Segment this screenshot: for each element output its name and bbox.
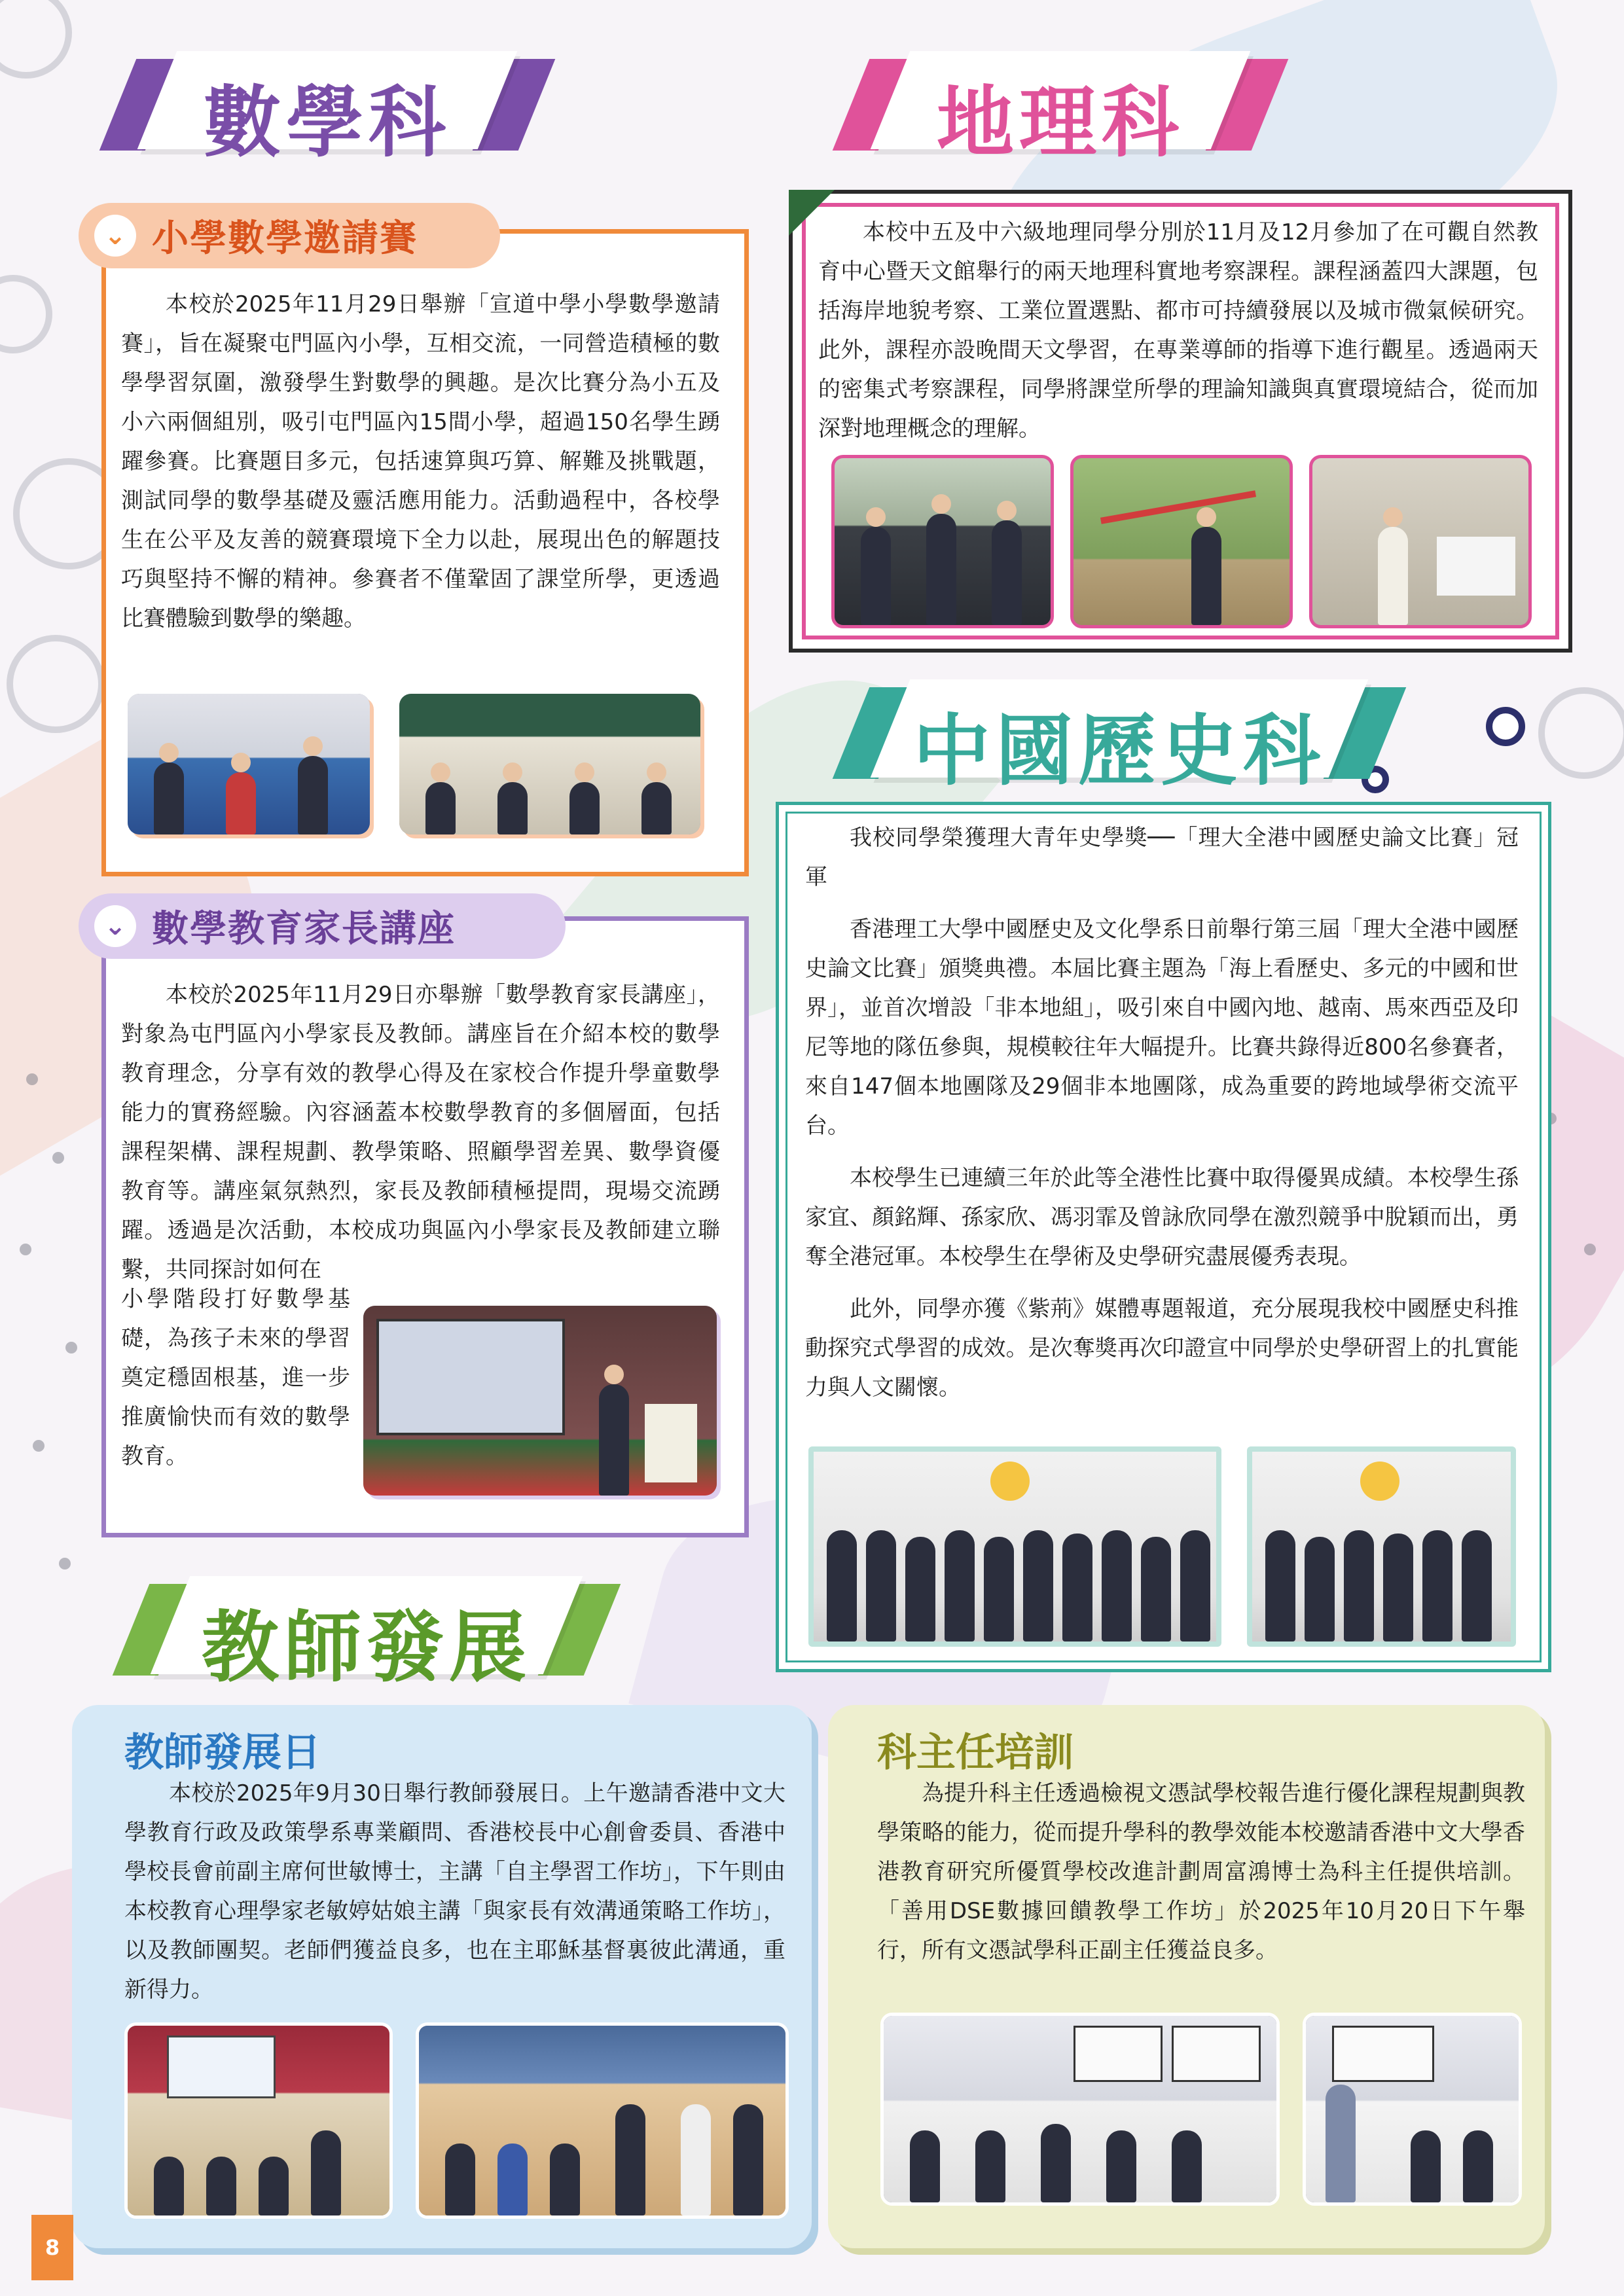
history-photo-1	[808, 1446, 1221, 1647]
teacher-day-title: 教師發展日	[124, 1730, 321, 1776]
head-training-photo-2	[1303, 2013, 1522, 2206]
geography-photo-2	[1070, 455, 1293, 628]
history-section-banner	[851, 674, 1388, 796]
math-parent-talk-heading: ⌄ 數學教育家長講座	[79, 893, 566, 959]
math-section-banner	[118, 46, 537, 168]
head-training-title: 科主任培訓	[877, 1730, 1074, 1776]
math-competition-heading: ⌄ 小學數學邀請賽	[79, 203, 500, 268]
geography-title: 地理科	[936, 77, 1184, 168]
teacher-title: 教師發展	[201, 1602, 532, 1693]
geography-text: 本校中五及中六級地理同學分別於11月及12月參加了在可觀自然教育中心暨天文館舉行的兩天地理科實地考察課程。課程涵蓋四大課題，包括海岸地貌考察、工業位置選點、都市可持續發展以及城市微氣候研究。此外，課程亦設晚間天文學習，在專業導師的指導下進行觀星。透過兩天的密集式考察課程，同學將課堂所學的理論知識與真實環境結合，從而加深對地理概念的理解。	[818, 219, 1538, 442]
head-training-photo-1	[880, 2013, 1280, 2206]
teacher-section-banner	[131, 1571, 602, 1693]
geography-photo-3	[1309, 455, 1532, 628]
geography-section-banner	[851, 46, 1270, 168]
math-parent-talk-text: 本校於2025年11月29日亦舉辦「數學教育家長講座」，對象為屯門區內小學家長及教師。講座旨在介紹本校的數學教育理念，分享有效的教學心得及在家校合作提升學童數學能力的實務經驗。內容涵蓋本校數學教育的多個層面，包括課程架構、課程規劃、教學策略、照顧學習差異、數學資優教育等。講座氣氛熱烈，家長及教師積極提問，現場交流踴躍。透過是次活動，本校成功與區內小學家長及教師建立聯繫，共同探討如何在	[121, 982, 720, 1283]
teacher-day-photo-1	[124, 2022, 393, 2219]
chevron-down-icon: ⌄	[94, 215, 136, 257]
math-competition-photo-1	[128, 694, 370, 834]
teacher-day-photo-2	[416, 2022, 789, 2219]
math-title: 數學科	[203, 77, 451, 168]
geography-photo-1	[831, 455, 1054, 628]
history-text: 我校同學榮獲理大青年史學獎──「理大全港中國歷史論文比賽」冠軍 香港理工大學中國歷史及文化學系日前舉行第三屆「理大全港中國歷史論文比賽」頒獎典禮。本屆比賽主題為「海上看歷史、多元的中國和世界」，並首次增設「非本地組」，吸引來自中國內地、越南、馬來西亞及印尼等地的隊伍參與，規模較往年大幅提升。比賽共錄得近800名參賽者，來自147個本地團隊及29個非本地團隊，成為重要的跨地域學術交流平台。 本校學生已連續三年於此等全港性比賽中取得優異成績。本校學生孫家宜、顏銘輝、孫家欣、馮羽霏及曾詠欣同學在激烈競爭中脫穎而出，勇奪全港冠軍。本校學生在學術及史學研究盡展優秀表現。 此外，同學亦獲《紫荊》媒體專題報道，充分展現我校中國歷史科推動探究式學習的成效。是次奪獎再次印證宣中同學於史學研習上的扎實能力與人文關懷。	[805, 825, 1519, 1401]
math-competition-photo-2	[399, 694, 700, 834]
history-title: 中國歷史科	[912, 706, 1326, 796]
teacher-day-text: 本校於2025年9月30日舉行教師發展日。上午邀請香港中文大學教育行政及政策學系專業顧問、香港校長中心創會委員、香港中學校長會前副主席何世敏博士，主講「自主學習工作坊」，下午則由本校教育心理學家老敏婷姑娘主講「與家長有效溝通策略工作坊」，以及教師團契。老師們獲益良多，也在主耶穌基督裏彼此溝通，重新得力。	[124, 1780, 785, 2003]
math-parent-talk-side-text: 小學階段打好數學基礎，為孩子未來的學習奠定穩固根基，進一步推廣愉快而有效的數學教育。	[121, 1286, 350, 1469]
math-competition-text: 本校於2025年11月29日舉辦「宣道中學小學數學邀請賽」，旨在凝聚屯門區內小學，互相交流，一同營造積極的數學學習氛圍，激發學生對數學的興趣。是次比賽分為小五及小六兩個組別，吸引屯門區內15間小學，超過150名學生踴躍參賽。比賽題目多元，包括速算與巧算、解難及挑戰題，測試同學的數學基礎及靈活應用能力。活動過程中，各校學生在公平及友善的競賽環境下全力以赴，展現出色的解題技巧與堅持不懈的精神。參賽者不僅鞏固了課堂所學，更透過比賽體驗到數學的樂趣。	[121, 291, 720, 632]
head-training-text: 為提升科主任透過檢視文憑試學校報告進行優化課程規劃與教學策略的能力，從而提升學科的教學效能本校邀請香港中文大學香港教育研究所優質學校改進計劃周富鴻博士為科主任提供培訓。「善用DSE數據回饋教學工作坊」於2025年10月20日下午舉行，所有文憑試學科正副主任獲益良多。	[877, 1780, 1525, 1964]
math-parent-talk-photo	[363, 1306, 717, 1496]
page-number: 8	[31, 2215, 73, 2280]
chevron-down-icon: ⌄	[94, 905, 136, 947]
history-photo-2	[1247, 1446, 1516, 1647]
